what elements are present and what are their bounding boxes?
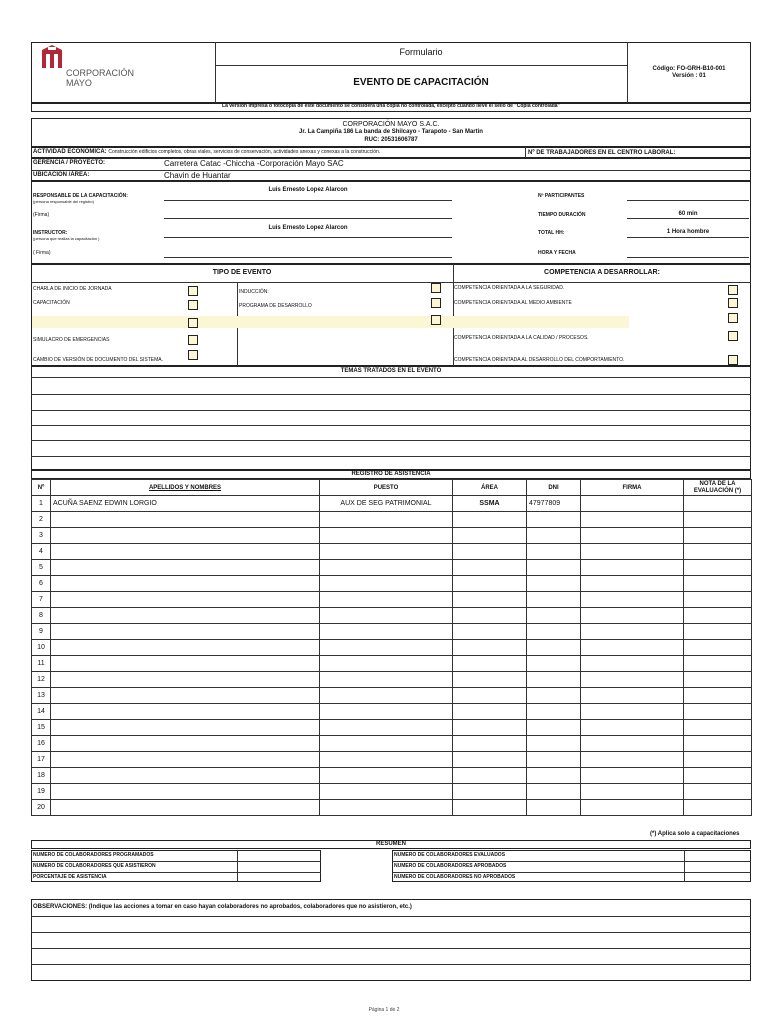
- asistencia-table: [31, 479, 752, 816]
- checkbox-blank1[interactable]: [188, 318, 198, 328]
- row-number: 13: [32, 688, 51, 704]
- checkbox-induccion[interactable]: [431, 283, 441, 293]
- row-nombre[interactable]: [51, 592, 320, 608]
- row-number: 3: [32, 528, 51, 544]
- row-dni[interactable]: [527, 752, 581, 768]
- row-firma[interactable]: [581, 608, 684, 624]
- gerencia-label: GERENCIA / PROYECTO:: [33, 160, 106, 166]
- row-number: 2: [32, 512, 51, 528]
- document-code: Código: FO-GRH-B10-001: [652, 66, 726, 72]
- checkbox-comportamiento[interactable]: [728, 355, 738, 365]
- row-firma[interactable]: [581, 560, 684, 576]
- row-number: 1: [32, 496, 51, 512]
- row-nota[interactable]: [684, 736, 752, 752]
- tipo-evento-header: TIPO DE EVENTO: [212, 269, 272, 276]
- row-area[interactable]: [453, 784, 527, 800]
- table-row: [32, 736, 752, 752]
- firma2-label: ( Firma): [33, 250, 51, 256]
- row-dni[interactable]: [527, 704, 581, 720]
- row-number: 7: [32, 592, 51, 608]
- ubicacion-value[interactable]: Chavin de Huantar: [164, 171, 231, 180]
- row-area[interactable]: [453, 656, 527, 672]
- row-firma[interactable]: [581, 592, 684, 608]
- row-dni[interactable]: [527, 672, 581, 688]
- col-firma: FIRMA: [581, 480, 684, 496]
- row-puesto[interactable]: [320, 624, 453, 640]
- instructor-value[interactable]: Luis Ernesto Lopez Alarcon: [268, 225, 348, 231]
- responsable-value[interactable]: Luis Ernesto Lopez Alarcon: [268, 187, 348, 193]
- tipo-capacitacion: CAPACITACIÓN: [33, 300, 70, 306]
- row-nombre[interactable]: [51, 528, 320, 544]
- resumen-evaluados: NUMERO DE COLABORADORES EVALUADOS: [394, 852, 506, 858]
- row-dni[interactable]: [527, 768, 581, 784]
- row-nota[interactable]: [684, 752, 752, 768]
- checkbox-capacitacion[interactable]: [188, 300, 198, 310]
- temas-header: TEMAS TRATADOS EN EL EVENTO: [340, 368, 442, 374]
- table-row: [32, 640, 752, 656]
- table-row: [32, 720, 752, 736]
- total-hh-value[interactable]: 1 Hora hombre: [666, 229, 710, 235]
- row-firma[interactable]: [581, 512, 684, 528]
- row-firma[interactable]: [581, 704, 684, 720]
- table-row: [32, 608, 752, 624]
- row-nombre[interactable]: [51, 672, 320, 688]
- row-area[interactable]: [453, 704, 527, 720]
- company-address: Jr. La Campiña 186 La banda de Shilcayo - Tarapoto - San Martin: [299, 129, 483, 135]
- table-row: [32, 560, 752, 576]
- row-area[interactable]: [453, 576, 527, 592]
- row-dni[interactable]: [527, 576, 581, 592]
- row-area[interactable]: SSMA: [453, 496, 527, 512]
- row-dni[interactable]: [527, 784, 581, 800]
- row-dni[interactable]: [527, 720, 581, 736]
- row-puesto[interactable]: [320, 560, 453, 576]
- row-nombre[interactable]: [51, 512, 320, 528]
- row-dni[interactable]: [527, 592, 581, 608]
- table-row: [32, 704, 752, 720]
- observaciones-box[interactable]: [31, 899, 751, 981]
- row-nota[interactable]: [684, 608, 752, 624]
- row-puesto[interactable]: [320, 656, 453, 672]
- row-nota[interactable]: [684, 784, 752, 800]
- row-nombre[interactable]: [51, 656, 320, 672]
- row-nombre[interactable]: [51, 736, 320, 752]
- row-nombre[interactable]: [51, 704, 320, 720]
- row-number: 9: [32, 624, 51, 640]
- resumen-aprobados: NUMERO DE COLABORADORES APROBADOS: [394, 863, 507, 869]
- row-dni[interactable]: [527, 608, 581, 624]
- row-firma[interactable]: [581, 576, 684, 592]
- checkbox-calidad[interactable]: [728, 331, 738, 341]
- row-puesto[interactable]: [320, 528, 453, 544]
- temas-box: [31, 366, 751, 470]
- row-firma[interactable]: [581, 720, 684, 736]
- row-firma[interactable]: [581, 528, 684, 544]
- row-nota[interactable]: [684, 592, 752, 608]
- row-area[interactable]: [453, 528, 527, 544]
- row-puesto[interactable]: [320, 576, 453, 592]
- table-row: [32, 592, 752, 608]
- row-area[interactable]: [453, 736, 527, 752]
- row-puesto[interactable]: [320, 768, 453, 784]
- page-footer: Página 1 de 2: [368, 1007, 400, 1013]
- checkbox-blank3[interactable]: [728, 313, 738, 323]
- row-nombre[interactable]: [51, 608, 320, 624]
- competencia-header: COMPETENCIA A DESARROLLAR:: [544, 269, 660, 276]
- row-puesto[interactable]: [320, 784, 453, 800]
- row-area[interactable]: [453, 608, 527, 624]
- row-area[interactable]: [453, 592, 527, 608]
- asistencia-header-row: [32, 480, 752, 496]
- row-area[interactable]: [453, 688, 527, 704]
- tipo-charla: CHARLA DE INICIO DE JORNADA: [33, 286, 112, 292]
- row-firma[interactable]: [581, 736, 684, 752]
- row-nombre[interactable]: [51, 576, 320, 592]
- row-number: 17: [32, 752, 51, 768]
- row-nota[interactable]: [684, 496, 752, 512]
- duracion-value[interactable]: 60 min: [678, 211, 698, 217]
- row-area[interactable]: [453, 672, 527, 688]
- row-dni[interactable]: 47977809: [527, 496, 581, 512]
- row-nota[interactable]: [684, 800, 752, 816]
- resumen-header: RESUMEN: [375, 841, 406, 847]
- company-ruc: RUC: 20531606787: [364, 137, 418, 143]
- table-row: [32, 768, 752, 784]
- row-dni[interactable]: [527, 624, 581, 640]
- col-area: ÁREA: [453, 480, 527, 496]
- gerencia-value[interactable]: Carretera Catac -Chiccha -Corporación Mayo SAC: [164, 159, 344, 168]
- row-number: 11: [32, 656, 51, 672]
- firma1-label: (Firma): [33, 212, 50, 218]
- row-area[interactable]: [453, 752, 527, 768]
- row-nota[interactable]: [684, 512, 752, 528]
- actividad-label: ACTIVIDAD ECONÓMICA:: [33, 149, 107, 155]
- checkbox-charla[interactable]: [188, 286, 198, 296]
- row-firma[interactable]: [581, 688, 684, 704]
- row-nota[interactable]: [684, 656, 752, 672]
- logo-text-line2: MAYO: [66, 78, 92, 88]
- row-number: 14: [32, 704, 51, 720]
- row-firma[interactable]: [581, 544, 684, 560]
- row-puesto[interactable]: [320, 592, 453, 608]
- duracion-label: TIEMPO DURACIÓN: [538, 212, 586, 218]
- row-puesto[interactable]: [320, 704, 453, 720]
- row-area[interactable]: [453, 768, 527, 784]
- table-row: [32, 672, 752, 688]
- resumen-porcentaje: PORCENTAJE DE ASISTENCIA: [33, 874, 107, 880]
- row-number: 4: [32, 544, 51, 560]
- row-puesto[interactable]: [320, 800, 453, 816]
- row-puesto[interactable]: [320, 512, 453, 528]
- row-dni[interactable]: [527, 512, 581, 528]
- tipo-induccion: INDUCCIÓN:: [239, 289, 269, 295]
- row-nombre[interactable]: [51, 560, 320, 576]
- row-area[interactable]: [453, 560, 527, 576]
- row-firma[interactable]: [581, 672, 684, 688]
- col-nota: NOTA DE LA EVALUACIÓN (*): [684, 480, 752, 496]
- row-puesto[interactable]: [320, 672, 453, 688]
- row-firma[interactable]: [581, 752, 684, 768]
- checkbox-cambio-version[interactable]: [188, 350, 198, 360]
- row-nombre[interactable]: [51, 688, 320, 704]
- col-dni: DNI: [527, 480, 581, 496]
- participantes-label: Nº PARTICIPANTES: [538, 193, 585, 199]
- row-firma[interactable]: [581, 624, 684, 640]
- instructor-label: INSTRUCTOR:: [33, 230, 68, 236]
- row-firma[interactable]: [581, 800, 684, 816]
- table-row: [32, 656, 752, 672]
- n-trabajadores-label: Nº DE TRABAJADORES EN EL CENTRO LABORAL:: [528, 150, 676, 156]
- row-dni[interactable]: [527, 656, 581, 672]
- row-nombre[interactable]: [51, 720, 320, 736]
- row-dni[interactable]: [527, 640, 581, 656]
- row-nombre[interactable]: [51, 624, 320, 640]
- row-nombre[interactable]: [51, 544, 320, 560]
- highlight-band: [32, 316, 629, 328]
- row-nota[interactable]: [684, 688, 752, 704]
- row-nombre[interactable]: [51, 640, 320, 656]
- row-puesto[interactable]: [320, 736, 453, 752]
- table-row: [32, 800, 752, 816]
- row-firma[interactable]: [581, 640, 684, 656]
- row-number: 16: [32, 736, 51, 752]
- responsable-label: RESPONSABLE DE LA CAPACITACIÓN:: [33, 193, 128, 199]
- copy-notice: La versión impresa o fotocopia de este documento se considera una copia no controlada, excepto cuando lleve el sello de "Copia controlada": [222, 103, 560, 109]
- table-row: [32, 576, 752, 592]
- row-nota[interactable]: [684, 624, 752, 640]
- row-number: 19: [32, 784, 51, 800]
- resumen-programados: NUMERO DE COLABORADORES PROGRAMADOS: [33, 852, 154, 858]
- resumen-no-aprobados: NUMERO DE COLABORADORES NO APROBADOS: [394, 874, 516, 880]
- row-puesto[interactable]: [320, 608, 453, 624]
- total-hh-label: TOTAL HH:: [538, 230, 565, 236]
- table-row: [32, 512, 752, 528]
- row-number: 12: [32, 672, 51, 688]
- table-row: [32, 624, 752, 640]
- company-name: CORPORACIÓN MAYO S.A.C.: [342, 121, 440, 128]
- checkbox-seguridad[interactable]: [728, 285, 738, 295]
- responsable-sub: (persona responsable del registro): [33, 199, 94, 204]
- asistencia-header: REGISTRO DE ASISTENCIA: [351, 471, 431, 477]
- row-number: 5: [32, 560, 51, 576]
- row-area[interactable]: [453, 720, 527, 736]
- row-puesto[interactable]: [320, 544, 453, 560]
- row-number: 15: [32, 720, 51, 736]
- col-puesto: PUESTO: [320, 480, 453, 496]
- row-nota[interactable]: [684, 768, 752, 784]
- tipo-programa: PROGRAMA DE DESARROLLO: [239, 303, 312, 309]
- ubicacion-label: UBICACIÓN /ÁREA:: [33, 172, 90, 178]
- table-row: [32, 544, 752, 560]
- table-row: [32, 528, 752, 544]
- row-puesto[interactable]: [320, 720, 453, 736]
- resumen-asistieron: NUMERO DE COLABORADORES QUE ASISTIERON: [33, 863, 156, 869]
- formulario-label: Formulario: [399, 47, 443, 57]
- table-row: [32, 688, 752, 704]
- competencia-calidad: COMPETENCIA ORIENTADA A LA CALIDAD / PROCESOS.: [454, 335, 589, 341]
- actividad-value: Construcción edificios completos, obras viales, servicios de conservación, actividades anexas y conexas a la construcción.: [108, 149, 381, 155]
- row-number: 18: [32, 768, 51, 784]
- competencia-medio-ambiente: COMPETENCIA ORIENTADA AL MEDIO AMBIENTE: [454, 300, 572, 306]
- hora-fecha-label: HORA Y FECHA: [538, 250, 576, 256]
- logo-text-line1: CORPORACIÓN: [66, 68, 135, 78]
- table-row: [32, 784, 752, 800]
- checkbox-simulacro[interactable]: [188, 335, 198, 345]
- tipo-cambio-version: CAMBIO DE VERSIÓN DE DOCUMENTO DEL SISTEMA.: [33, 357, 164, 363]
- row-nombre[interactable]: ACUÑA SAENZ EDWIN LORGIO: [51, 496, 320, 512]
- row-dni[interactable]: [527, 560, 581, 576]
- instructor-sub: (persona que realiza la capacitación ): [33, 236, 100, 241]
- row-dni[interactable]: [527, 736, 581, 752]
- row-area[interactable]: [453, 640, 527, 656]
- row-nota[interactable]: [684, 704, 752, 720]
- observaciones-label: OBSERVACIONES: (Indique las acciones a tomar en caso hayan colaboradores no aprobados, colaboradores que no asistieron, etc.): [33, 904, 412, 910]
- document-title: EVENTO DE CAPACITACIÓN: [353, 77, 489, 88]
- document-version: Versión : 01: [672, 73, 706, 79]
- row-firma[interactable]: [581, 496, 684, 512]
- row-nota[interactable]: [684, 528, 752, 544]
- row-puesto[interactable]: [320, 640, 453, 656]
- row-nota[interactable]: [684, 560, 752, 576]
- asistencia-footnote: (*) Aplica solo a capacitaciones: [650, 831, 740, 837]
- row-area[interactable]: [453, 624, 527, 640]
- checkbox-medio-ambiente[interactable]: [728, 298, 738, 308]
- row-puesto[interactable]: [320, 688, 453, 704]
- row-nota[interactable]: [684, 544, 752, 560]
- row-nombre[interactable]: [51, 800, 320, 816]
- checkbox-programa[interactable]: [431, 298, 441, 308]
- table-row: [32, 496, 752, 512]
- row-nombre[interactable]: [51, 768, 320, 784]
- checkbox-blank2[interactable]: [431, 315, 441, 325]
- row-dni[interactable]: [527, 544, 581, 560]
- company-logo: [40, 44, 64, 70]
- row-dni[interactable]: [527, 528, 581, 544]
- row-area[interactable]: [453, 512, 527, 528]
- row-puesto[interactable]: [320, 752, 453, 768]
- row-nombre[interactable]: [51, 752, 320, 768]
- row-nota[interactable]: [684, 576, 752, 592]
- row-firma[interactable]: [581, 768, 684, 784]
- col-n: Nº: [32, 480, 51, 496]
- competencia-seguridad: COMPETENCIA ORIENTADA A LA SEGURIDAD.: [454, 285, 565, 291]
- table-row: [32, 752, 752, 768]
- row-dni[interactable]: [527, 800, 581, 816]
- row-firma[interactable]: [581, 656, 684, 672]
- row-nombre[interactable]: [51, 784, 320, 800]
- row-area[interactable]: [453, 800, 527, 816]
- row-nota[interactable]: [684, 672, 752, 688]
- row-nota[interactable]: [684, 640, 752, 656]
- tipo-simulacro: SIMULACRO DE EMERGENCIAS: [33, 337, 110, 343]
- row-number: 10: [32, 640, 51, 656]
- row-puesto[interactable]: AUX DE SEG PATRIMONIAL: [320, 496, 453, 512]
- actividad-row: [33, 149, 380, 155]
- row-number: 6: [32, 576, 51, 592]
- row-area[interactable]: [453, 544, 527, 560]
- competencia-comportamiento: COMPETENCIA ORIENTADA AL DESARROLLO DEL COMPORTAMIENTO.: [454, 357, 625, 363]
- row-number: 20: [32, 800, 51, 816]
- row-dni[interactable]: [527, 688, 581, 704]
- row-nota[interactable]: [684, 720, 752, 736]
- row-firma[interactable]: [581, 784, 684, 800]
- row-number: 8: [32, 608, 51, 624]
- col-nombres: APELLIDOS Y NOMBRES: [51, 480, 320, 496]
